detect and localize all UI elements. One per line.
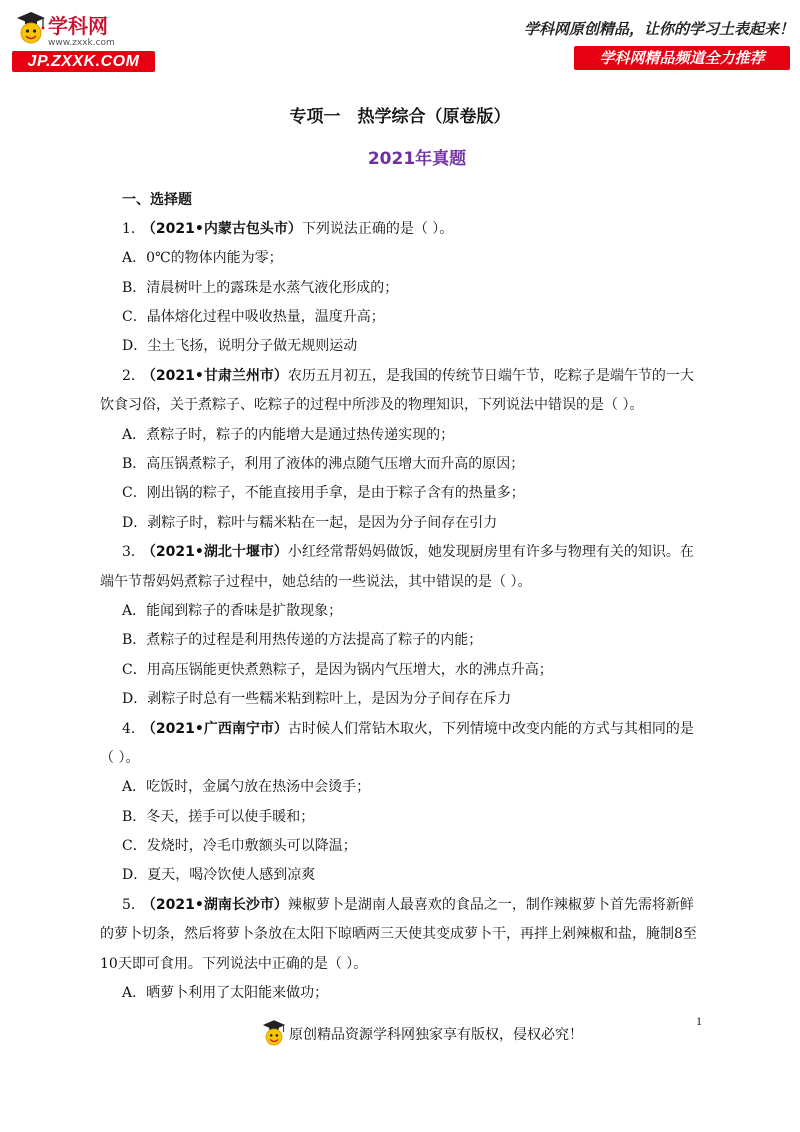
question-text: 小红经常帮妈妈做饭，她发现厨房里有许多与物理有关的知识。在 xyxy=(287,544,694,561)
copyright-notice: 原创精品资源学科网独家享有版权，侵权必究！ xyxy=(289,1027,583,1043)
question-number: 2． xyxy=(122,367,145,384)
mascot-icon xyxy=(16,10,46,46)
option-b: B．高压锅煮粽子，利用了液体的沸点随气压增大而升高的原因； xyxy=(122,456,525,473)
section-heading: 一、选择题 xyxy=(122,191,192,208)
question-stem xyxy=(100,891,720,920)
question-text: 下列说法正确的是（ ）。 xyxy=(301,220,454,237)
question-text-continued: 10天即可食用。下列说法中正确的是（ ）。 xyxy=(100,955,368,972)
option-b: B．煮粽子的过程是利用热传递的方法提高了粽子的内能； xyxy=(122,632,483,649)
mascot-icon xyxy=(262,1018,286,1048)
option-d: D．尘土飞扬，说明分子做无规则运动 xyxy=(122,338,358,355)
question-text: 辣椒萝卜是湖南人最喜欢的食品之一，制作辣椒萝卜首先需将新鲜 xyxy=(287,896,694,913)
question-text: 古时候人们常钻木取火，下列情境中改变内能的方式与其相同的是 xyxy=(287,720,694,737)
question-source: （2021•内蒙古包头市） xyxy=(148,220,302,237)
question-source: （2021•广西南宁市） xyxy=(148,720,288,737)
question-text: 农历五月初五，是我国的传统节日端午节，吃粽子是端午节的一大 xyxy=(287,367,694,384)
question-source: （2021•甘肃兰州市） xyxy=(148,367,288,384)
question-source: （2021•湖北十堰市） xyxy=(148,544,288,561)
question-text-continued: 端午节帮妈妈煮粽子过程中，她总结的一些说法，其中错误的是（ ）。 xyxy=(100,573,532,590)
question-list xyxy=(100,186,720,1009)
option-b: B．冬天，搓手可以使手暖和； xyxy=(122,808,315,825)
question-number: 5． xyxy=(122,896,145,913)
option-d: D．剥粽子时，粽叶与糯米粘在一起，是因为分子间存在引力 xyxy=(122,514,498,531)
option-a: A．0℃的物体内能为零； xyxy=(122,250,283,267)
question-stem xyxy=(100,538,720,567)
option-c: C．用高压锅能更快煮熟粽子，是因为锅内气压增大，水的沸点升高； xyxy=(122,661,553,678)
header-slogan: 学科网原创精品，让你的学习土表起来！ xyxy=(523,20,794,38)
question-source: （2021•湖南长沙市） xyxy=(148,896,288,913)
page-subtitle: 2021年真题 xyxy=(367,149,467,169)
question-text-continued: 的萝卜切条，然后将萝卜条放在太阳下晾晒两三天使其变成萝卜干，再拌上剁辣椒和盐，腌制8至 xyxy=(100,926,697,943)
question-number: 4． xyxy=(122,720,145,737)
logo-banner: JP.ZXXK.COM xyxy=(12,51,155,72)
logo-site: www.zxxk.com xyxy=(48,38,115,48)
page-title: 专项一 热学综合（原卷版） xyxy=(289,107,511,127)
header-banner: 学科网精品频道全力推荐 xyxy=(574,46,790,70)
option-c: C．发烧时，冷毛巾敷额头可以降温； xyxy=(122,838,357,855)
option-a: A．吃饭时，金属勺放在热汤中会烫手； xyxy=(122,779,371,796)
option-b: B．清晨树叶上的露珠是水蒸气液化形成的； xyxy=(122,279,399,296)
question-stem xyxy=(100,715,720,744)
question-text-continued: （ ）。 xyxy=(100,749,140,766)
option-a: A．晒萝卜利用了太阳能来做功； xyxy=(122,985,329,1002)
option-d: D．夏天，喝冷饮使人感到凉爽 xyxy=(122,867,316,884)
option-a: A．煮粽子时，粽子的内能增大是通过热传递实现的； xyxy=(122,426,455,443)
option-c: C．刚出锅的粽子，不能直接用手拿，是由于粽子含有的热量多； xyxy=(122,485,525,502)
option-c: C．晶体熔化过程中吸收热量，温度升高； xyxy=(122,309,385,326)
option-a: A．能闻到粽子的香味是扩散现象； xyxy=(122,602,343,619)
option-d: D．剥粽子时总有一些糯米粘到粽叶上，是因为分子间存在斥力 xyxy=(122,691,512,708)
question-text-continued: 饮食习俗，关于煮粽子、吃粽子的过程中所涉及的物理知识，下列说法中错误的是（ ）。 xyxy=(100,397,644,414)
question-number: 1． xyxy=(122,220,145,237)
question-number: 3． xyxy=(122,544,145,561)
page-number: 1 xyxy=(696,1014,702,1028)
question-stem xyxy=(100,215,720,244)
logo-name: 学科网 xyxy=(48,14,108,38)
question-stem xyxy=(100,362,720,391)
